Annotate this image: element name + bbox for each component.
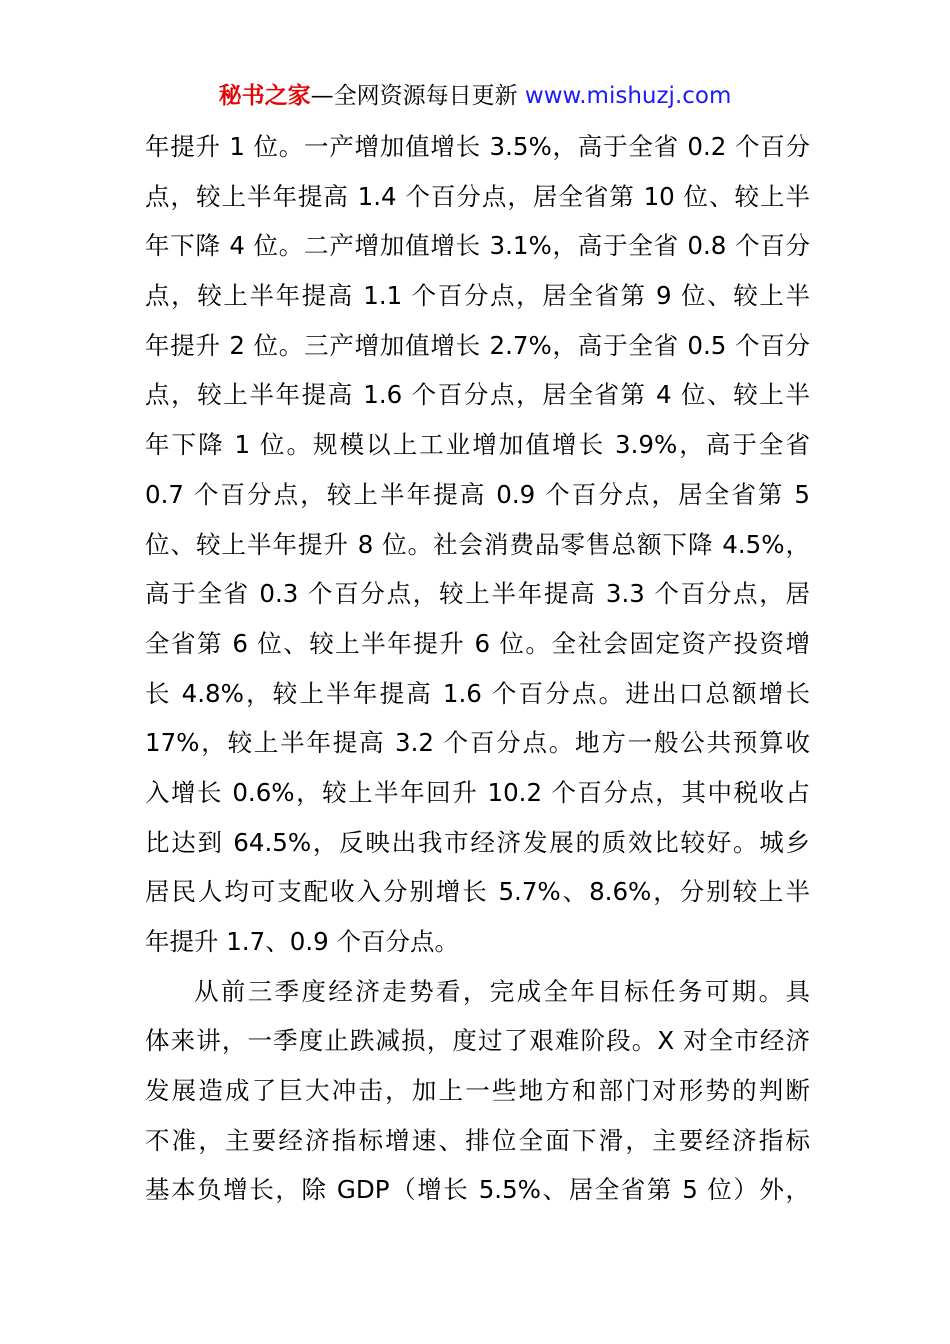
site-header xyxy=(0,80,950,112)
text-line: 高于全省 0.3 个百分点，较上半年提高 3.3 个百分点，居 xyxy=(145,579,810,609)
text-line: 比达到 64.5%，反映出我市经济发展的质效比较好。城乡 xyxy=(145,827,810,857)
text-line: 全省第 6 位、较上半年提升 6 位。全社会固定资产投资增 xyxy=(145,628,810,658)
text-line: 年提升 1 位。一产增加值增长 3.5%，高于全省 0.2 个百分 xyxy=(145,132,810,161)
text-line: 17%，较上半年提高 3.2 个百分点。地方一般公共预算收 xyxy=(145,728,810,758)
text-line: 长 4.8%，较上半年提高 1.6 个百分点。进出口总额增长 xyxy=(145,678,810,708)
text-line: 点，较上半年提高 1.6 个百分点，居全省第 4 位、较上半 xyxy=(145,380,810,410)
text-line: 居民人均可支配收入分别增长 5.7%、8.6%，分别较上半 xyxy=(145,877,810,907)
text-line: 入增长 0.6%，较上半年回升 10.2 个百分点，其中税收占 xyxy=(145,777,810,807)
paragraph-trend-analysis xyxy=(145,967,810,1215)
text-line: 年提升 1.7、0.9 个百分点。 xyxy=(145,927,460,956)
text-line: 年提升 2 位。三产增加值增长 2.7%，高于全省 0.5 个百分 xyxy=(145,330,810,360)
header-tagline: —全网资源每日更新 xyxy=(310,83,518,109)
text-line: 点，较上半年提高 1.1 个百分点，居全省第 9 位、较上半 xyxy=(145,281,810,311)
brand-name: 秘书之家 xyxy=(218,83,311,109)
text-line: 位、较上半年提升 8 位。社会消费品零售总额下降 4.5%， xyxy=(145,529,810,559)
text-line: 点，较上半年提高 1.4 个百分点，居全省第 10 位、较上半 xyxy=(145,181,810,211)
text-line: 年下降 1 位。规模以上工业增加值增长 3.9%，高于全省 xyxy=(145,430,810,460)
text-line: 基本负增长，除 GDP（增长 5.5%、居全省第 5 位）外， xyxy=(145,1175,810,1205)
text-line: 从前三季度经济走势看，完成全年目标任务可期。具 xyxy=(194,976,810,1006)
paragraph-economic-indicators xyxy=(145,122,810,967)
text-line: 年下降 4 位。二产增加值增长 3.1%，高于全省 0.8 个百分 xyxy=(145,231,810,261)
text-line: 不准，主要经济指标增速、排位全面下滑，主要经济指标 xyxy=(145,1125,810,1155)
site-url-link[interactable]: www.mishuzj.com xyxy=(524,83,732,109)
document-body xyxy=(145,122,810,1215)
text-line: 体来讲，一季度止跌减损，度过了艰难阶段。X 对全市经济 xyxy=(145,1026,810,1056)
text-line: 发展造成了巨大冲击，加上一些地方和部门对形势的判断 xyxy=(145,1076,810,1106)
text-line: 0.7 个百分点，较上半年提高 0.9 个百分点，居全省第 5 xyxy=(145,479,810,509)
